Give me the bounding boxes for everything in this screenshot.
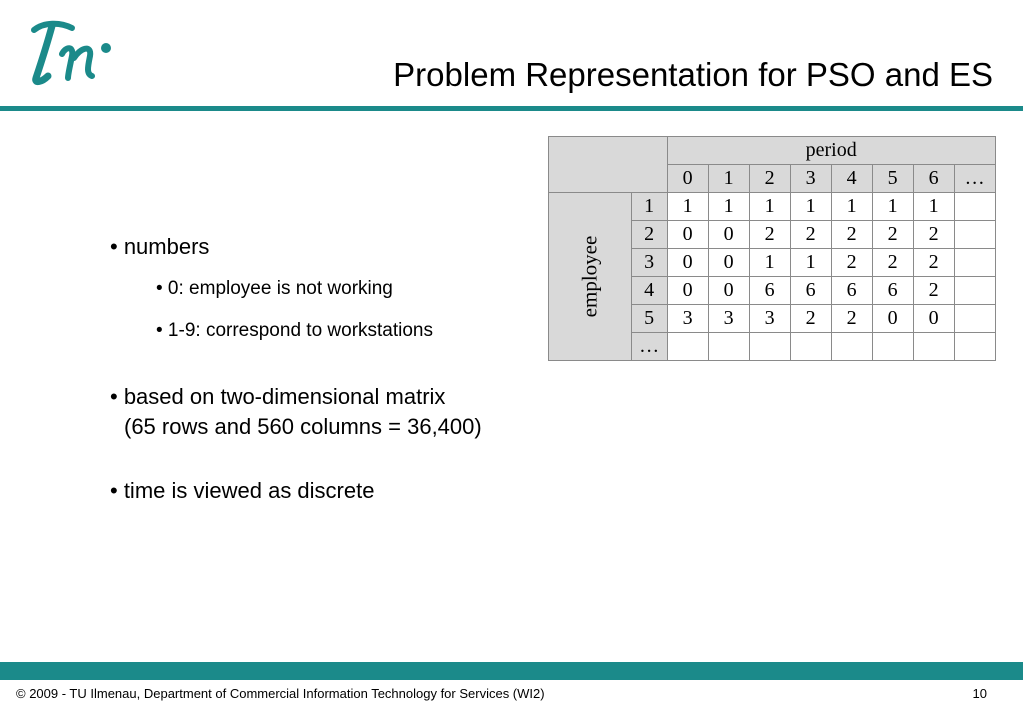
- matrix-cell: 2: [831, 305, 872, 333]
- matrix-cell: 2: [913, 249, 954, 277]
- matrix-cell: 0: [708, 249, 749, 277]
- matrix-cell: [667, 333, 708, 361]
- matrix-cell: [954, 249, 995, 277]
- matrix-cell: 0: [667, 277, 708, 305]
- period-cell: 6: [913, 165, 954, 193]
- matrix-cell: 2: [872, 249, 913, 277]
- matrix-cell: 2: [790, 221, 831, 249]
- matrix-cell: 1: [913, 193, 954, 221]
- matrix-cell: 3: [667, 305, 708, 333]
- matrix-cell: 2: [790, 305, 831, 333]
- matrix-cell: 1: [708, 193, 749, 221]
- top-divider: [0, 106, 1023, 111]
- bullet-time-discrete: • time is viewed as discrete: [110, 478, 375, 503]
- matrix-cell: 0: [872, 305, 913, 333]
- matrix-cell: 2: [872, 221, 913, 249]
- matrix-cell: [954, 277, 995, 305]
- matrix-cell: [790, 333, 831, 361]
- matrix-cell: 1: [667, 193, 708, 221]
- matrix-cell: 2: [913, 221, 954, 249]
- sub-bullet-not-working: • 0: employee is not working: [156, 278, 393, 299]
- matrix-cell: 0: [708, 277, 749, 305]
- sub-bullet-workstations: • 1-9: correspond to workstations: [156, 320, 434, 341]
- matrix-cell: 2: [831, 221, 872, 249]
- matrix-cell: 3: [708, 305, 749, 333]
- matrix-cell: 1: [749, 249, 790, 277]
- matrix-cell: 1: [790, 193, 831, 221]
- matrix-cell: 0: [913, 305, 954, 333]
- matrix-cell: 1: [831, 193, 872, 221]
- matrix-cell: 6: [749, 277, 790, 305]
- matrix-cell: 2: [913, 277, 954, 305]
- matrix-cell: 6: [790, 277, 831, 305]
- matrix-cell: 1: [749, 193, 790, 221]
- period-cell: 1: [708, 165, 749, 193]
- matrix-cell: 1: [872, 193, 913, 221]
- matrix-cell: 0: [667, 221, 708, 249]
- period-cell: 0: [667, 165, 708, 193]
- employee-id: …: [631, 333, 667, 361]
- matrix-cell: [708, 333, 749, 361]
- period-cell: 2: [749, 165, 790, 193]
- matrix-cell: 1: [790, 249, 831, 277]
- matrix-cell: [749, 333, 790, 361]
- slide-title: Problem Representation for PSO and ES: [393, 56, 993, 93]
- matrix-cell: [954, 333, 995, 361]
- matrix-cell: [872, 333, 913, 361]
- matrix-cell: [954, 221, 995, 249]
- matrix-cell: [954, 305, 995, 333]
- employee-header: [549, 193, 632, 361]
- bullet-matrix-continuation: (65 rows and 560 columns = 36,400): [124, 414, 482, 439]
- period-cell: 3: [790, 165, 831, 193]
- period-cell: 5: [872, 165, 913, 193]
- employee-id: 2: [631, 221, 667, 249]
- matrix-cell: [913, 333, 954, 361]
- employee-label: employee: [577, 235, 602, 318]
- period-header: period: [667, 137, 995, 165]
- employee-id: 5: [631, 305, 667, 333]
- matrix-cell: 6: [872, 277, 913, 305]
- employee-id: 3: [631, 249, 667, 277]
- matrix-cell: [954, 193, 995, 221]
- matrix-cell: 6: [831, 277, 872, 305]
- employee-id: 4: [631, 277, 667, 305]
- matrix-cell: 0: [708, 221, 749, 249]
- schedule-matrix-table: [548, 136, 996, 361]
- period-cell: 4: [831, 165, 872, 193]
- bullet-list: [110, 232, 570, 506]
- tu-ilmenau-logo: [22, 18, 117, 88]
- matrix-cell: 3: [749, 305, 790, 333]
- employee-id: 1: [631, 193, 667, 221]
- bullet-numbers: • numbers: [110, 234, 210, 259]
- matrix-cell: [831, 333, 872, 361]
- table-corner: [549, 137, 668, 193]
- page-number: 10: [972, 686, 987, 701]
- bottom-divider: [0, 662, 1023, 680]
- matrix-cell: 2: [749, 221, 790, 249]
- matrix-cell: 0: [667, 249, 708, 277]
- footer-copyright: © 2009 - TU Ilmenau, Department of Commercial Information Technology for Services (WI2): [16, 686, 545, 701]
- bullet-matrix: • based on two-dimensional matrix: [110, 384, 446, 409]
- period-cell: …: [954, 165, 995, 193]
- matrix-cell: 2: [831, 249, 872, 277]
